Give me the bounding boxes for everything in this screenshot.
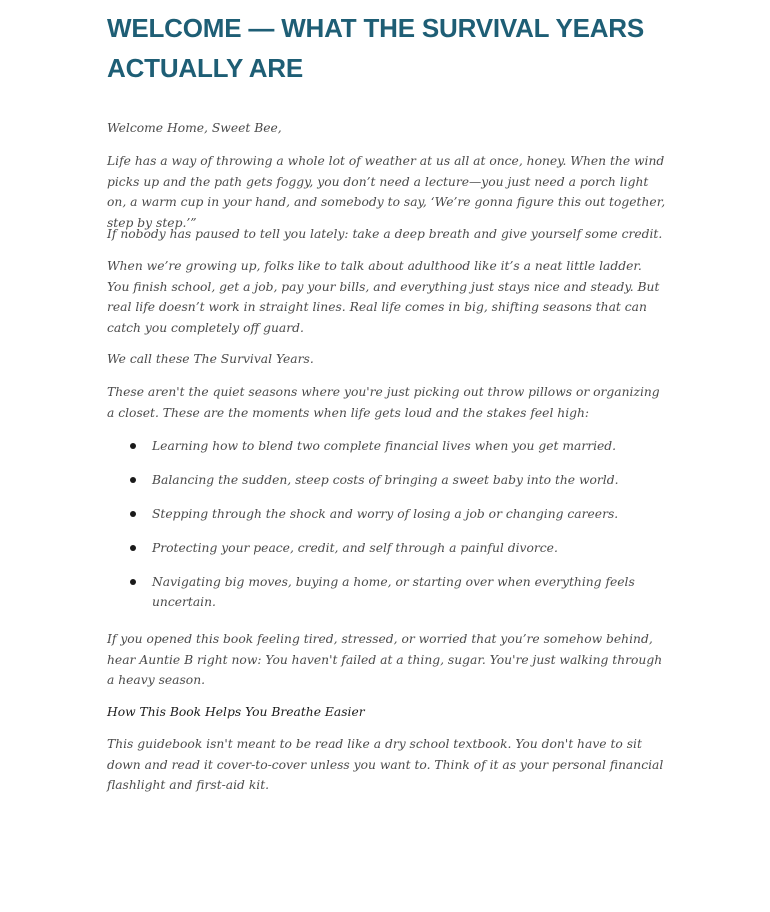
list-item-text: Balancing the sudden, steep costs of bringing a sweet baby into the world. [152,473,619,487]
bullet-icon [130,545,136,551]
list-item [107,436,667,456]
greeting-text: Welcome Home, Sweet Bee, [107,121,282,135]
list-item-text: Learning how to blend two complete financial lives when you get married. [152,439,617,453]
list-item-text: Protecting your peace, credit, and self through a painful divorce. [152,541,558,555]
section-subheading: How This Book Helps You Breathe Easier [107,705,365,719]
bullet-icon [130,579,136,585]
survival-years-list [107,436,667,626]
paragraph-auntie-b: If you opened this book feeling tired, stressed, or worried that you’re somehow behind, hear Auntie B right now: You haven't failed at a thing, sugar. You're just walking through a heavy season. [107,632,663,687]
paragraph-weather: Life has a way of throwing a whole lot of weather at us all at once, honey. When the wind picks up and the path gets foggy, you don’t need a lecture—you just need a porch light on, a warm cup in your hand, and somebody to say, ‘We’re gonna figure this out together, step by step.’” [107,154,666,230]
list-item [107,470,667,490]
list-item [107,538,667,558]
list-item-text: Stepping through the shock and worry of losing a job or changing careers. [152,507,619,521]
paragraph-ladder: When we’re growing up, folks like to talk about adulthood like it’s a neat little ladder. You finish school, get a job, pay your bills, and everything just stays nice and steady. But real life doesn’t work in straight lines. Real life comes in big, shifting seasons that can catch you completely off guard. [107,259,660,335]
list-item [107,504,667,524]
paragraph-survival-years: We call these The Survival Years. [107,352,314,366]
list-item-text: Navigating big moves, buying a home, or starting over when everything feels uncertain. [152,575,635,609]
list-item [107,572,667,612]
paragraph-quiet-seasons: These aren't the quiet seasons where you're just picking out throw pillows or organizing a closet. These are the moments when life gets loud and the stakes feel high: [107,385,660,420]
bullet-icon [130,477,136,483]
bullet-icon [130,511,136,517]
page-title: WELCOME — WHAT THE SURVIVAL YEARS ACTUALLY ARE [107,13,645,83]
paragraph-deep-breath: If nobody has paused to tell you lately: take a deep breath and give yourself some credit. [107,227,663,241]
paragraph-guidebook: This guidebook isn't meant to be read like a dry school textbook. You don't have to sit down and read it cover-to-cover unless you want to. Think of it as your personal financial flashlight and first-aid kit. [107,737,664,792]
bullet-icon [130,443,136,449]
